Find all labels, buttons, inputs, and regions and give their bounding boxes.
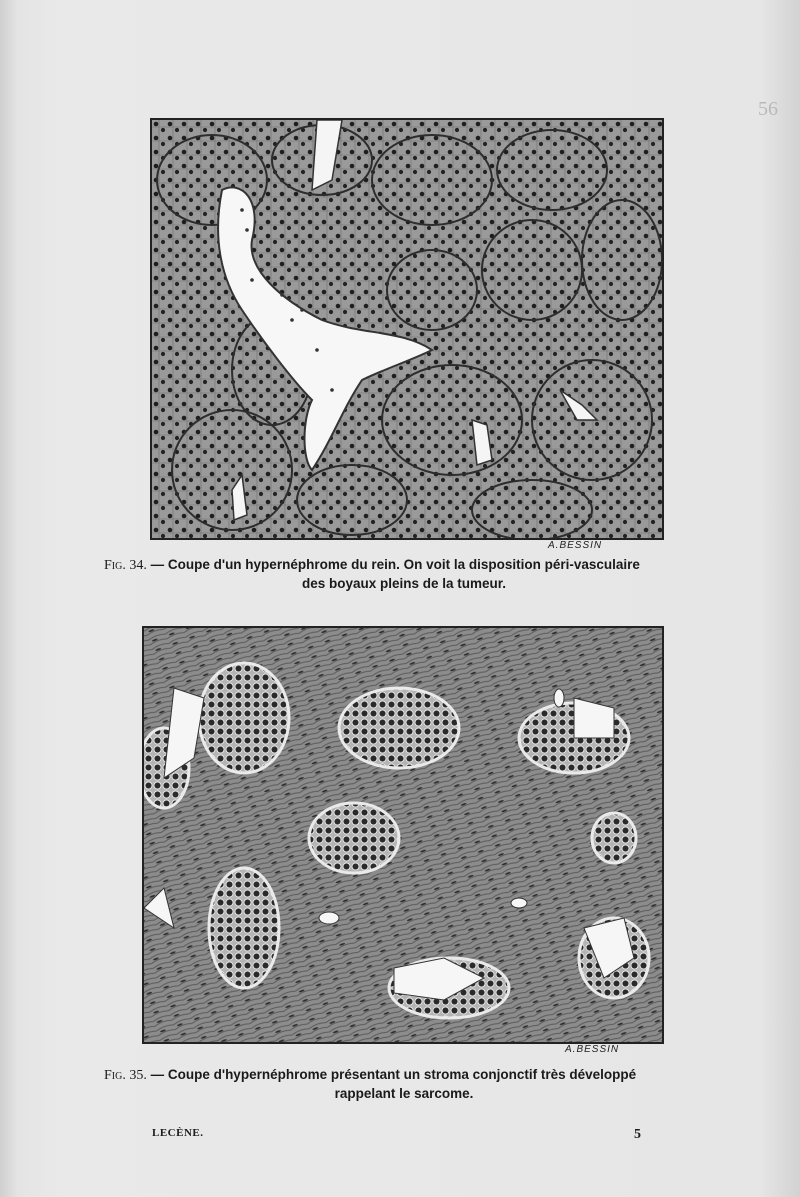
figure-34-illustration	[150, 118, 664, 540]
author-footer: LECÈNE.	[152, 1127, 204, 1139]
page-number: 5	[634, 1127, 641, 1142]
histology-engraving-34	[152, 120, 662, 538]
figure-35-caption-line1: — Coupe d'hypernéphrome présentant un stroma conjonctif très développé	[150, 1067, 637, 1082]
engraver-signature: A.BESSIN	[565, 1044, 620, 1055]
figure-34-label: Fig. 34.	[104, 558, 147, 573]
figure-34-caption-line1: — Coupe d'un hypernéphrome du rein. On voit la disposition péri-vasculaire	[150, 557, 640, 572]
figure-35-caption	[104, 1066, 704, 1103]
engraver-signature: A.BESSIN	[548, 540, 603, 551]
figure-35-caption-line2: rappelant le sarcome.	[334, 1086, 474, 1101]
figure-34-caption	[104, 556, 704, 593]
figure-34-caption-line2: des boyaux pleins de la tumeur.	[301, 576, 507, 591]
figure-35-label: Fig. 35.	[104, 1068, 147, 1083]
figure-35-illustration	[142, 626, 664, 1044]
bleed-through-page-number: 56	[758, 98, 778, 120]
histology-engraving-35	[144, 628, 662, 1042]
